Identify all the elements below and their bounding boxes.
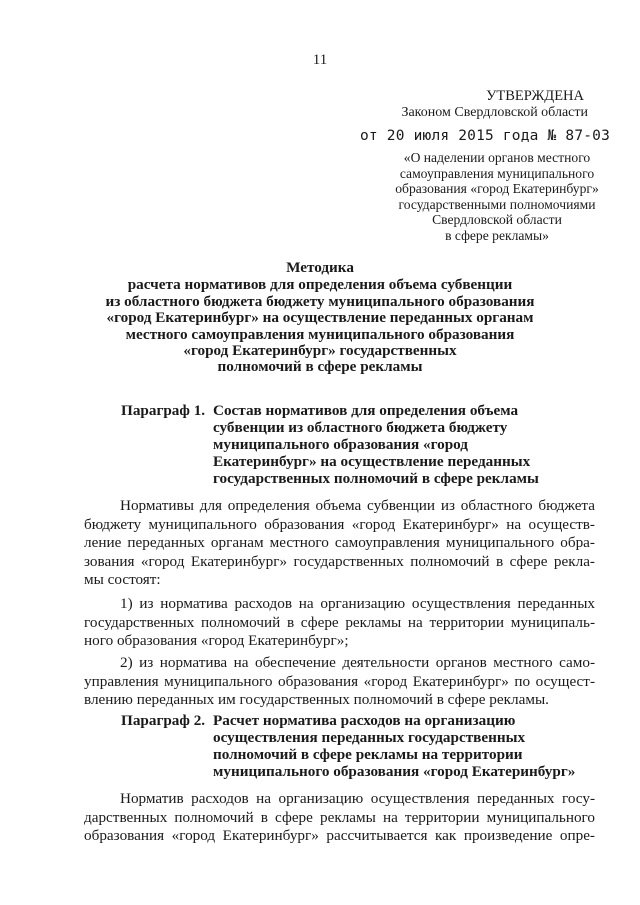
paragraph-line: ного образования «город Екатеринбург»; <box>84 632 349 649</box>
law-title-line: «О наделении органов местного <box>403 150 591 165</box>
approved-label: УТВЕРЖДЕНА <box>486 88 584 104</box>
section-1-title-line: субвенции из областного бюджета бюджету <box>213 419 508 436</box>
method-title-line: расчета нормативов для определения объема субвенции <box>127 276 513 294</box>
paragraph-line: Нормативы для определения объема субвенции из областного бюджета <box>120 497 595 514</box>
method-title-line: полномочий в сфере рекламы <box>217 358 423 376</box>
section-2-heading <box>121 712 601 780</box>
section-2-title-line: муниципального образования «город Екатеринбург» <box>213 763 576 780</box>
section-1-title-line: государственных полномочий в сфере рекламы <box>213 470 539 487</box>
section-1-title-line: Екатеринбург» на осуществление переданных <box>213 453 531 470</box>
paragraph-line: 2) из норматива на обеспечение деятельности органов местного само- <box>120 654 595 671</box>
method-title <box>80 260 560 376</box>
section-2-title-line: полномочий в сфере рекламы на территории <box>213 746 523 763</box>
section-2-title-line: осуществления переданных государственных <box>213 729 526 746</box>
law-title-line: самоуправления муниципального <box>399 165 595 181</box>
approval-law: Законом Свердловской области <box>401 105 588 120</box>
page-number: 11 <box>312 52 328 68</box>
section-2-number: Параграф 2. <box>121 712 206 729</box>
paragraph-line: управления муниципального образования «город Екатеринбург» по осущест- <box>84 672 595 690</box>
law-title-line: образования «город Екатеринбург» <box>395 181 599 196</box>
section-2-title-line: Расчет норматива расходов на организацию <box>213 712 516 729</box>
approval-block <box>352 88 611 243</box>
paragraph-line: 1) из норматива расходов на организацию осуществления переданных <box>120 595 595 612</box>
paragraph-1 <box>84 497 595 590</box>
paragraph-line: зования «город Екатеринбург» государственных полномочий в сфере рекла- <box>84 552 595 570</box>
method-title-line: местного самоуправления муниципального образования <box>125 325 515 343</box>
law-title-line: в сфере рекламы» <box>445 227 549 243</box>
law-title <box>392 150 602 243</box>
paragraph-line: Норматив расходов на организацию осуществления переданных госу- <box>120 790 595 807</box>
method-title-word: Методика <box>286 259 354 276</box>
section-1-title-line: муниципального образования «город <box>213 436 468 453</box>
paragraph-line: дарственных полномочий в сфере рекламы на территории муниципального <box>84 808 595 826</box>
paragraph-line: государственных полномочий в сфере рекламы на территории муниципаль- <box>84 613 595 631</box>
paragraph-line: образования «город Екатеринбург» рассчитывается как произведение опре- <box>84 827 595 844</box>
law-date-number-stamp: от 20 июля 2015 года № 87-03 <box>360 128 611 144</box>
paragraph-4 <box>84 790 595 846</box>
paragraph-line: бюджету муниципального образования «город Екатеринбург» на осуществ- <box>84 515 595 533</box>
law-title-line: Свердловской области <box>432 212 562 227</box>
section-1-number: Параграф 1. <box>121 402 206 419</box>
section-1-title-line: Состав нормативов для определения объема <box>213 402 519 419</box>
law-title-line: государственными полномочиями <box>398 196 596 212</box>
method-title-line: из областного бюджета бюджету муниципального образования <box>105 292 535 310</box>
method-title-line: «город Екатеринбург» на осуществление переданных органам <box>106 309 534 327</box>
paragraph-line: мы состоят: <box>84 571 161 588</box>
paragraph-3 <box>84 654 595 710</box>
paragraph-line: ление переданных органам местного самоуправления муниципального обра- <box>84 534 595 551</box>
method-title-line: «город Екатеринбург» государственных <box>183 342 457 360</box>
paragraph-2 <box>84 595 595 651</box>
section-1-heading <box>121 402 601 487</box>
paragraph-line: влению переданных им государственных полномочий в сфере рекламы. <box>84 691 549 708</box>
